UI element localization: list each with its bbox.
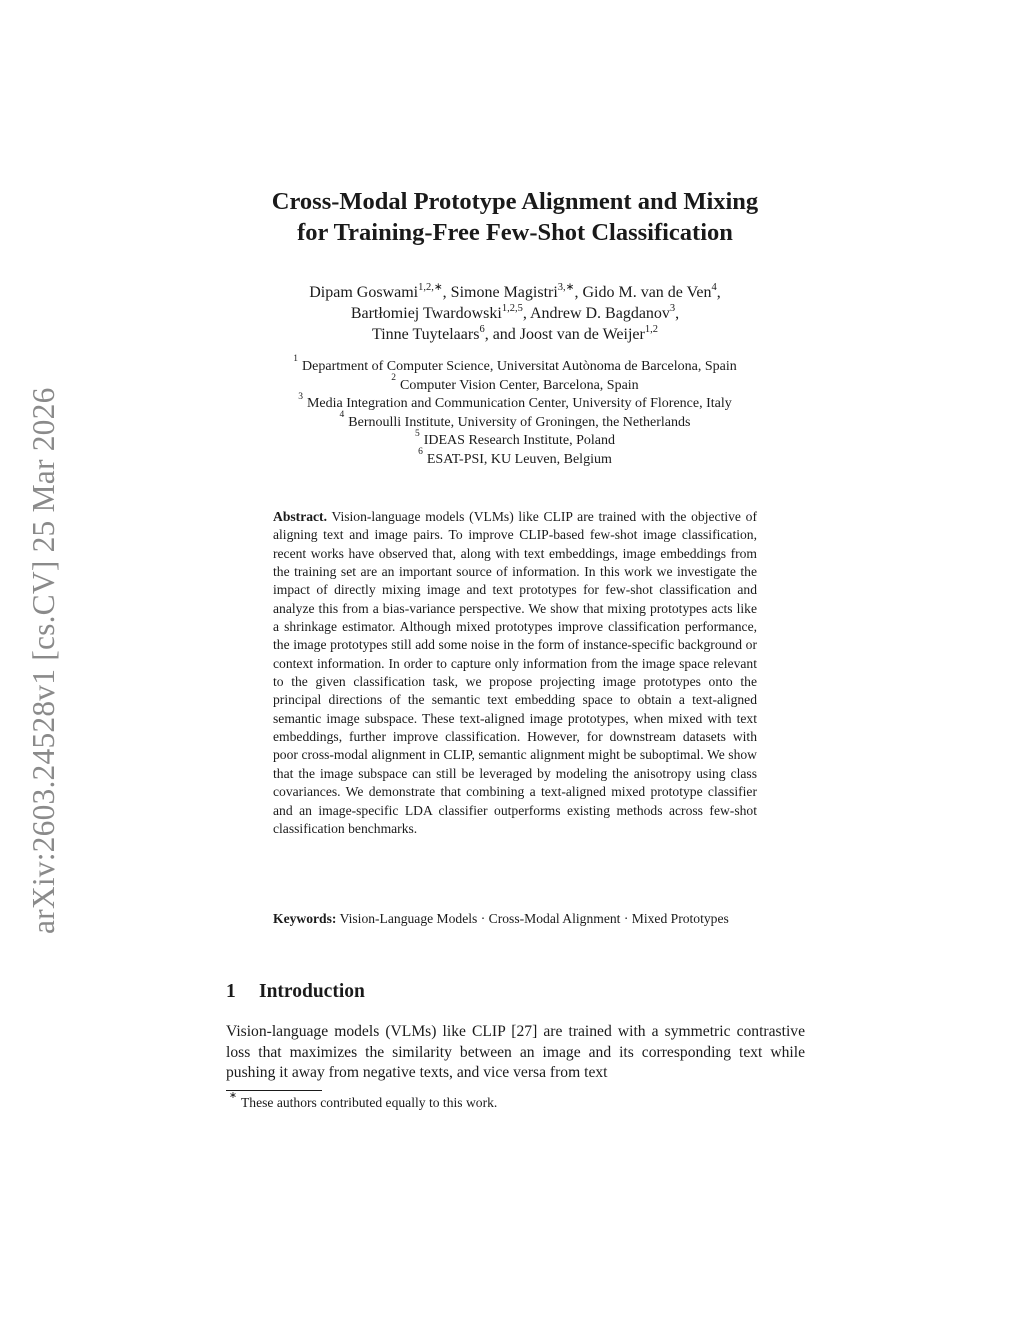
author-name: Gido M. van de Ven [582,284,712,301]
footnote-divider [226,1090,322,1091]
affiliation-number: 2 [391,372,397,383]
abstract-text: Vision-language models (VLMs) like CLIP are trained with the objective of aligning text and image pairs. To improve CLIP-based few-shot image classification, recent works have observed that, along with text embeddings, image embeddings from the training set are an important source of information. In this work we investigate the impact of directly mixing image and text prototypes for few-shot classification and analyze this from a bias-variance perspective. We show that mixing prototypes acts like a shrinkage estimator. Although mixed prototypes improve classification performance, the image prototypes still add some noise in the form of instance-specific background or context information. In order to capture only information from the image space relevant to the given classification task, we propose projecting image prototypes onto the principal directions of the semantic text embedding space to obtain a text-aligned semantic image subspace. These text-aligned image prototypes, when mixed with text embeddings, further improve classification. However, for downstream datasets with poor cross-modal alignment in CLIP, semantic alignment might be suboptimal. We show that the image subspace can still be leveraged by modeling the anisotropy using class covariances. We demonstrate that combining a text-aligned mixed prototype classifier and an image-specific LDA classifier outperforms existing methods across few-shot classification benchmarks. [273,509,757,836]
author-affiliation-marker: 3,∗ [557,281,575,293]
author-name: Bartłomiej Twardowski [350,305,502,322]
affiliation-number: 6 [418,447,423,458]
title-line-2: for Training-Free Few-Shot Classification [297,219,733,246]
arxiv-identifier-stamp: arXiv:2603.24528v1 [cs.CV] 25 Mar 2026 [26,387,61,935]
author-affiliation-marker: 1,2,∗ [418,281,443,293]
footnote [229,1091,498,1112]
affiliation-number: 3 [298,391,303,402]
keywords-block [273,910,757,928]
affiliation-number: 5 [414,428,420,439]
affiliation-item [200,447,830,470]
title-line-1: Cross-Modal Prototype Alignment and Mixing [271,188,759,215]
affiliation-item [200,410,830,433]
affiliation-text: Department of Computer Science, Universitat Autònoma de Barcelona, Spain [302,359,737,374]
affiliation-text: Computer Vision Center, Barcelona, Spain [400,377,639,393]
affiliation-list [200,354,830,470]
section-title: Introduction [259,981,365,1002]
affiliation-number: 1 [293,354,299,365]
author-line-2: Bartłomiej Twardowski$^{1,2,5}$, Andrew D. Bagdanov$^3$, [350,302,680,322]
author-name: Tinne Tuytelaars [372,326,480,343]
author-line-1: Dipam Goswami$^{1,2,∗}$, Simone Magistri$^{3,∗}$, Gido M. van de Ven$^4$, [309,281,721,301]
affiliation-item [200,354,830,377]
footnote-mark: ∗ [229,1091,237,1102]
paper-title [200,186,830,248]
section-number: 1 [226,981,236,1002]
affiliation-text: IDEAS Research Institute, Poland [423,433,616,449]
author-list [200,282,830,345]
author-affiliation-marker: 1,2 [644,323,658,335]
author-name: Andrew D. Bagdanov [529,305,670,322]
abstract-block [273,508,757,838]
author-affiliation-marker: 4 [711,281,717,293]
keywords-label: Keywords: [273,911,337,926]
affiliation-number: 4 [339,410,345,421]
affiliation-item [200,428,830,451]
abstract-label: Abstract. [273,509,327,524]
introduction-paragraph: Vision-language models (VLMs) like CLIP [27] are trained with a symmetric contrastive loss that maximizes the similarity between an image and its corresponding text while pushing it away from negative texts, and vice versa from text [226,1023,805,1081]
section-heading [226,980,365,1004]
footnote-text: These authors contributed equally to this work. [240,1095,498,1110]
affiliation-text: Media Integration and Communication Center, University of Florence, Italy [306,396,732,412]
author-name: Dipam Goswami [309,284,419,301]
author-name: Simone Magistri [450,284,558,301]
author-affiliation-marker: 3 [669,302,676,314]
affiliation-text: Bernoulli Institute, University of Groningen, the Netherlands [348,414,691,430]
affiliation-item [200,372,830,396]
author-line-3: Tinne Tuytelaars$^6$, and Joost van de Weijer$^{1,2}$ [372,323,658,343]
author-conjunction: and [492,326,516,343]
author-affiliation-marker: 1,2,5 [501,302,523,314]
author-name: Joost van de Weijer [519,326,645,343]
affiliation-item [200,391,830,414]
affiliation-text: ESAT-PSI, KU Leuven, Belgium [426,451,612,467]
author-affiliation-marker: 6 [479,323,485,335]
keywords-text: Vision-Language Models · Cross-Modal Alignment · Mixed Prototypes [339,911,729,926]
